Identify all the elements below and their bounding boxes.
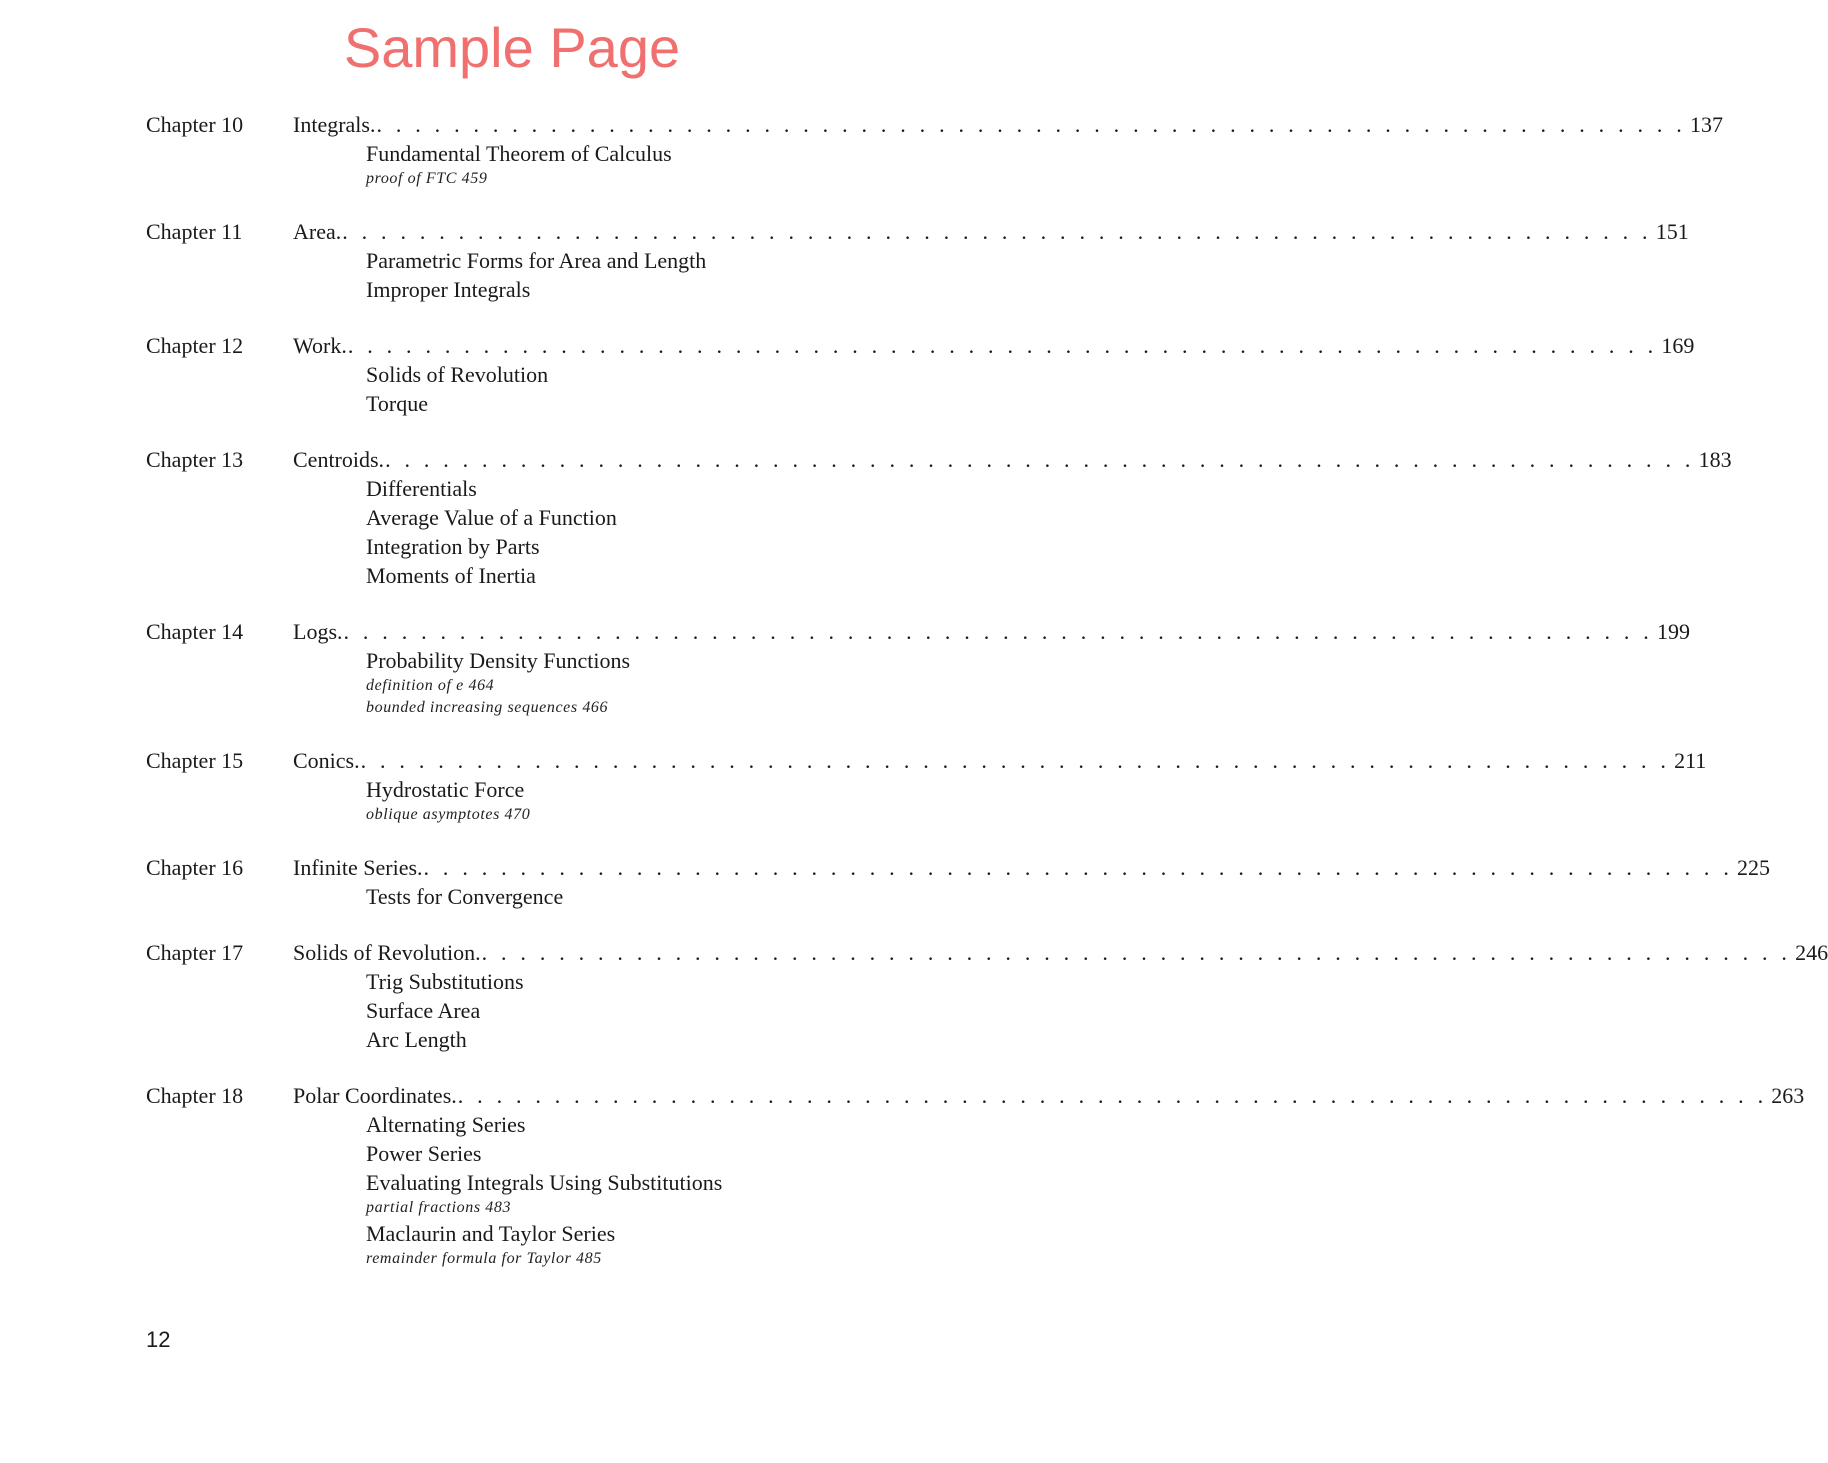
toc-subentry: Integration by Parts	[366, 534, 540, 559]
chapter-page-number: 151	[1655, 219, 1689, 244]
chapter-subentries	[146, 1110, 878, 1270]
chapter-page-number: 211	[1674, 748, 1707, 773]
toc-note: proof of FTC 459	[366, 170, 488, 187]
toc-chapter-row	[146, 331, 1695, 360]
dot-leader: . . . . . . . . . . . . . . . . . . . . . . . . . . . . . . . . . . . . . . . . . . . . . . . . . . . . . . . . . . . . . . . . . . . .	[360, 748, 1671, 773]
chapter-label: Chapter 13	[146, 447, 244, 472]
chapter-page-number: 246	[1795, 940, 1828, 965]
toc-subentry: Trig Substitutions	[366, 969, 524, 994]
toc-chapter-row	[146, 617, 1690, 646]
toc-subentry: Tests for Convergence	[366, 884, 564, 909]
toc-subentry: Hydrostatic Force	[366, 777, 525, 802]
toc-chapter-row	[146, 1081, 1805, 1110]
chapter-page-number: 137	[1689, 112, 1723, 137]
dot-leader: . . . . . . . . . . . . . . . . . . . . . . . . . . . . . . . . . . . . . . . . . . . . . . . . . . . . . . . . . . . . . . . . . . . .	[376, 112, 1686, 137]
toc-chapter	[146, 938, 1828, 1054]
chapter-subentries	[146, 139, 878, 190]
toc-note: oblique asymptotes 470	[366, 806, 531, 823]
dot-leader: . . . . . . . . . . . . . . . . . . . . . . . . . . . . . . . . . . . . . . . . . . . . . . . . . . . . . . . . . . . . . . . . . . . .	[385, 447, 1695, 472]
toc-chapter-row	[146, 110, 1723, 139]
dot-leader: . . . . . . . . . . . . . . . . . . . . . . . . . . . . . . . . . . . . . . . . . . . . . . . . . . . . . . . . . . . . . . . . . . . .	[457, 1083, 1768, 1108]
toc-subentry: Average Value of a Function	[366, 505, 617, 530]
chapter-title: Area.	[293, 219, 342, 244]
chapter-title: Infinite Series.	[293, 855, 423, 880]
chapter-page-number: 263	[1771, 1083, 1805, 1108]
chapter-subentries	[146, 646, 878, 719]
toc-chapter	[146, 445, 1732, 590]
toc-subentry: Maclaurin and Taylor Series	[366, 1221, 616, 1246]
toc-subentry: Differentials	[366, 476, 477, 501]
toc-note: partial fractions 483	[366, 1199, 512, 1216]
chapter-page-number: 169	[1661, 333, 1695, 358]
toc-chapter	[146, 746, 1707, 826]
chapter-subentries	[146, 246, 878, 304]
chapter-label: Chapter 12	[146, 333, 244, 358]
toc-subentry: Probability Density Functions	[366, 648, 630, 673]
toc-subentry: Improper Integrals	[366, 277, 531, 302]
toc-chapter-row	[146, 445, 1732, 474]
chapter-title: Logs.	[293, 619, 343, 644]
toc-note: bounded increasing sequences 466	[366, 699, 609, 716]
toc-chapter	[146, 217, 1689, 304]
chapter-title: Centroids.	[293, 447, 385, 472]
toc-chapter-row	[146, 746, 1707, 775]
toc-chapter-row	[146, 853, 1771, 882]
toc-subentry: Fundamental Theorem of Calculus	[366, 141, 672, 166]
chapter-title: Conics.	[293, 748, 360, 773]
toc-chapter-row	[146, 938, 1828, 967]
chapter-label: Chapter 18	[146, 1083, 244, 1108]
chapter-page-number: 225	[1737, 855, 1771, 880]
toc-chapter	[146, 331, 1695, 418]
table-of-contents	[146, 110, 1828, 1297]
dot-leader: . . . . . . . . . . . . . . . . . . . . . . . . . . . . . . . . . . . . . . . . . . . . . . . . . . . . . . . . . . . . . . . . . . . .	[343, 619, 1653, 644]
toc-chapter-row	[146, 217, 1689, 246]
toc-subentry: Power Series	[366, 1141, 482, 1166]
chapter-title: Work.	[293, 333, 347, 358]
sample-page-watermark: Sample Page	[343, 16, 681, 79]
toc-note: definition of e 464	[366, 677, 495, 694]
toc-chapter	[146, 617, 1690, 719]
dot-leader: . . . . . . . . . . . . . . . . . . . . . . . . . . . . . . . . . . . . . . . . . . . . . . . . . . . . . . . . . . . . . . . . . . . .	[423, 855, 1734, 880]
toc-subentry: Surface Area	[366, 998, 481, 1023]
dot-leader: . . . . . . . . . . . . . . . . . . . . . . . . . . . . . . . . . . . . . . . . . . . . . . . . . . . . . . . . . . . . . . . . . . . .	[342, 219, 1652, 244]
toc-note: remainder formula for Taylor 485	[366, 1250, 602, 1267]
chapter-title: Polar Coordinates.	[293, 1083, 457, 1108]
dot-leader: . . . . . . . . . . . . . . . . . . . . . . . . . . . . . . . . . . . . . . . . . . . . . . . . . . . . . . . . . . . . . . . . . . . .	[481, 940, 1792, 965]
toc-chapter	[146, 110, 1723, 190]
chapter-label: Chapter 17	[146, 940, 244, 965]
chapter-page-number: 183	[1698, 447, 1732, 472]
chapter-subentries	[146, 474, 878, 590]
toc-subentry: Arc Length	[366, 1027, 467, 1052]
toc-subentry: Solids of Revolution	[366, 362, 549, 387]
chapter-subentries	[146, 882, 878, 911]
page-number: 12	[146, 1327, 171, 1352]
chapter-title: Integrals.	[293, 112, 376, 137]
chapter-subentries	[146, 967, 878, 1054]
dot-leader: . . . . . . . . . . . . . . . . . . . . . . . . . . . . . . . . . . . . . . . . . . . . . . . . . . . . . . . . . . . . . . . . . . . .	[347, 333, 1658, 358]
toc-subentry: Alternating Series	[366, 1112, 526, 1137]
chapter-label: Chapter 15	[146, 748, 244, 773]
chapter-title: Solids of Revolution.	[293, 940, 481, 965]
toc-chapter	[146, 1081, 1805, 1270]
chapter-label: Chapter 14	[146, 619, 244, 644]
chapter-label: Chapter 11	[146, 219, 243, 244]
toc-subentry: Parametric Forms for Area and Length	[366, 248, 707, 273]
toc-subentry: Torque	[366, 391, 428, 416]
chapter-label: Chapter 16	[146, 855, 244, 880]
chapter-subentries	[146, 360, 878, 418]
chapter-page-number: 199	[1657, 619, 1690, 644]
toc-subentry: Moments of Inertia	[366, 563, 536, 588]
toc-subentry: Evaluating Integrals Using Substitutions	[366, 1170, 723, 1195]
toc-chapter	[146, 853, 1771, 911]
chapter-label: Chapter 10	[146, 112, 244, 137]
chapter-subentries	[146, 775, 878, 826]
